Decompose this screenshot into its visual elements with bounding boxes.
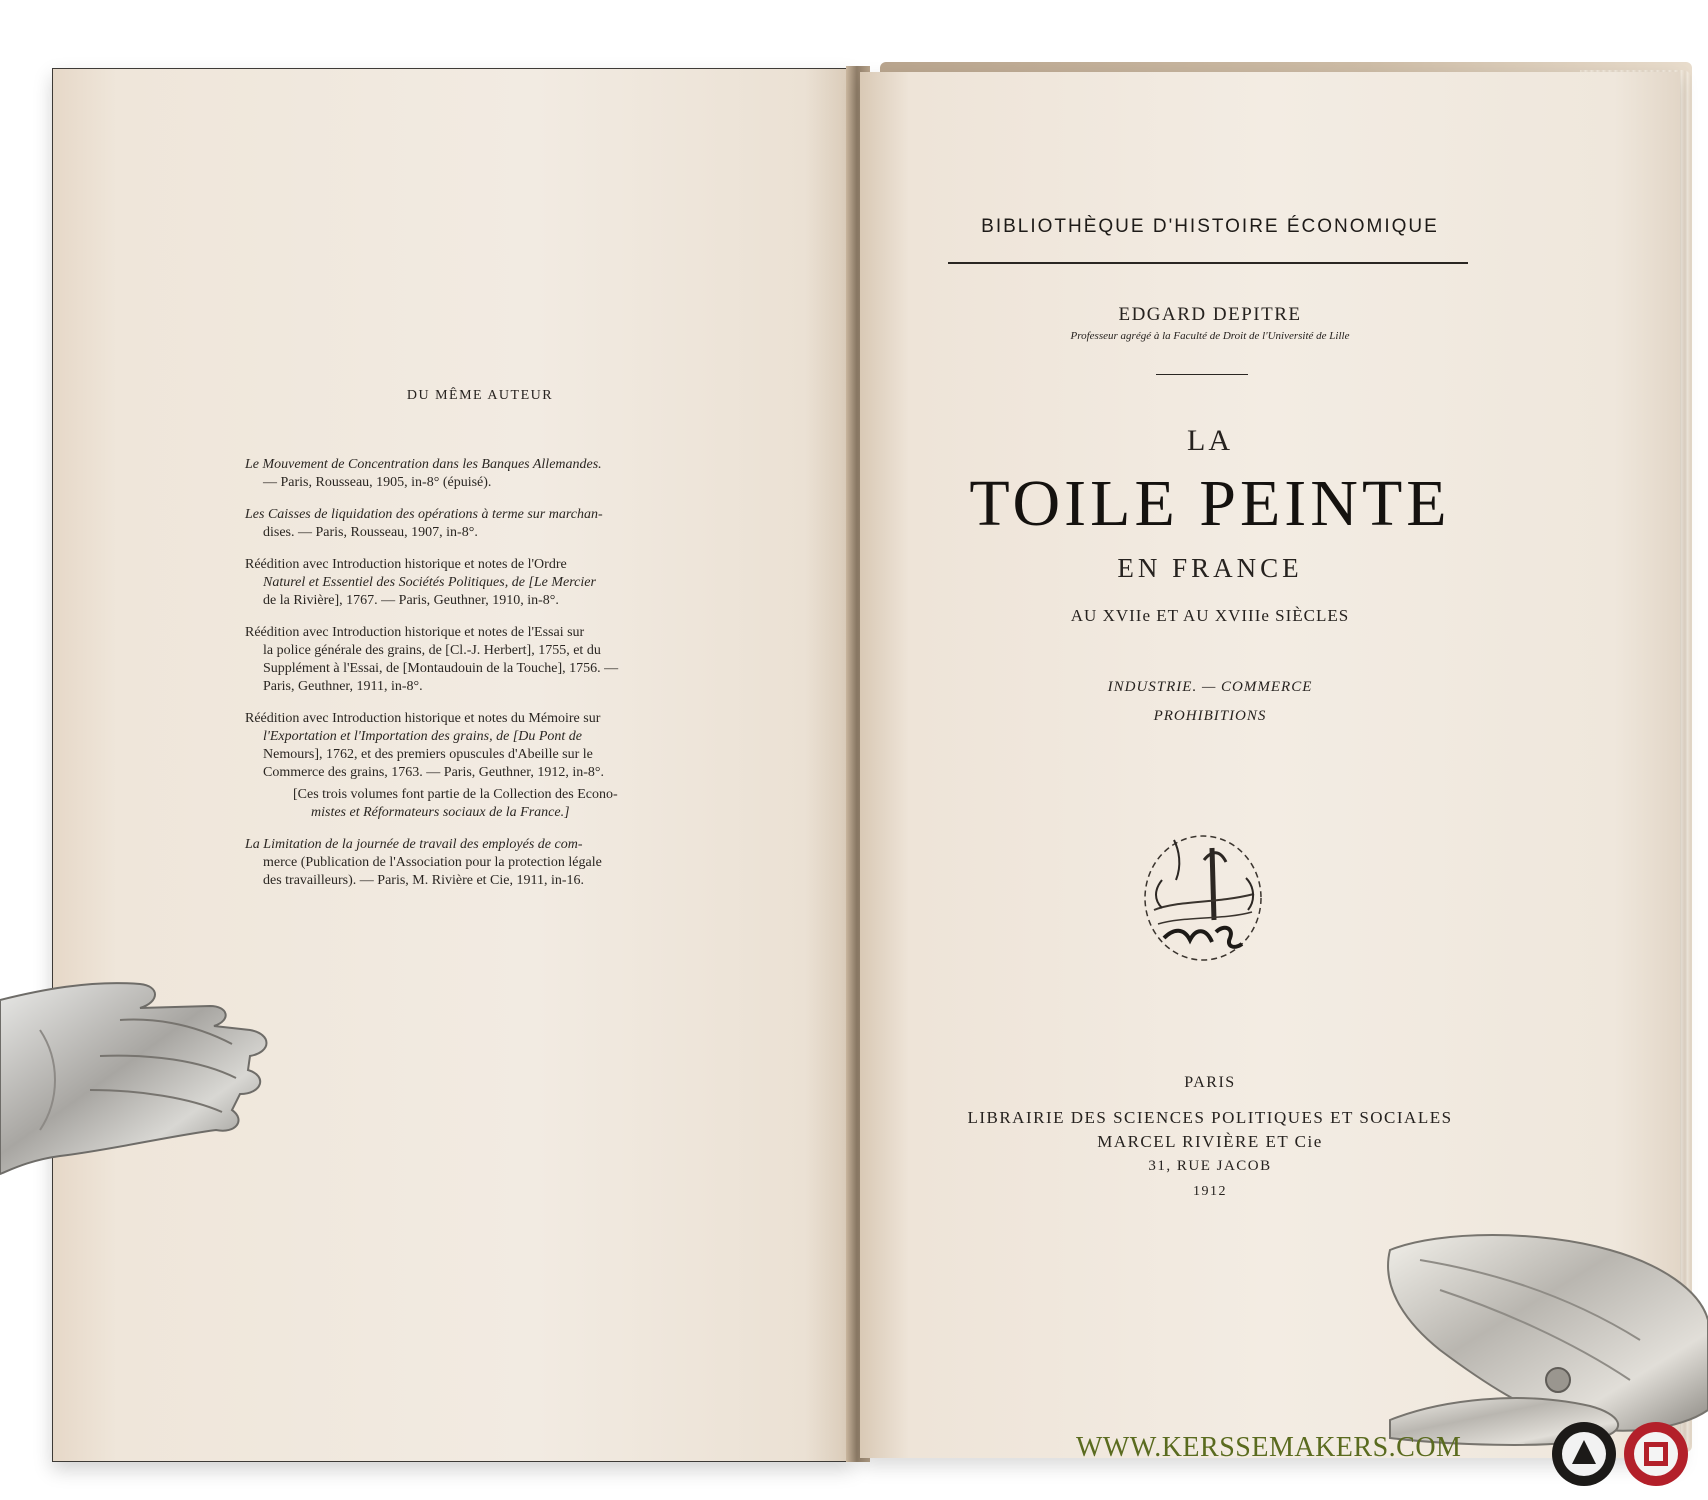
author-name: EDGARD DEPITRE: [1118, 304, 1302, 325]
bib-line: de la Rivière], 1767. — Paris, Geuthner, 1910, in-8°.: [263, 593, 559, 608]
watermark-text: WWW.KERSSEMAKERS.COM: [1076, 1432, 1462, 1463]
publisher-address: 31, RUE JACOB: [1148, 1158, 1272, 1174]
bib-line: merce (Publication de l'Association pour la protection légale: [263, 855, 602, 870]
bib-line: La Limitation de la journée de travail des employés de com-: [245, 837, 583, 852]
left-page-heading: DU MÊME AUTEUR: [406, 388, 554, 403]
publisher-city: PARIS: [1184, 1074, 1236, 1091]
bib-line: — Paris, Rousseau, 1905, in-8° (épuisé).: [263, 475, 492, 490]
divider-rule: [1156, 374, 1248, 375]
series-rule: [948, 262, 1468, 264]
bibliography-entry: [245, 836, 730, 890]
bibliography-entry: [245, 710, 730, 782]
book-centuries: AU XVIIe ET AU XVIIIe SIÈCLES: [1070, 606, 1350, 625]
bib-line: Nemours], 1762, et des premiers opuscules d'Abeille sur le: [263, 747, 593, 762]
bib-line: [Ces trois volumes font partie de la Collection des Econo-: [293, 787, 618, 802]
silver-hand-holder: [0, 960, 285, 1200]
bib-line: la police générale des grains, de [Cl.-J. Herbert], 1755, et du: [263, 643, 601, 658]
association-logos-icon: [1548, 1418, 1698, 1490]
bib-line: Le Mouvement de Concentration dans les Banques Allemandes.: [245, 457, 602, 472]
bibliography-entry: [245, 624, 730, 696]
bibliography-entry: [245, 506, 730, 542]
bib-line: Naturel et Essentiel des Sociétés Politiques, de [Le Mercier: [263, 575, 596, 590]
bibliography-note: [245, 786, 730, 822]
publisher-house: LIBRAIRIE DES SCIENCES POLITIQUES ET SOCIALES: [967, 1108, 1453, 1127]
bib-line: Réédition avec Introduction historique et notes de l'Essai sur: [245, 625, 585, 640]
bib-line: Réédition avec Introduction historique et notes du Mémoire sur: [245, 711, 601, 726]
bibliography-entry: [245, 456, 730, 492]
publication-year: 1912: [1193, 1184, 1227, 1199]
topics-line-1: INDUSTRIE. — COMMERCE: [1107, 679, 1313, 695]
bib-line: Réédition avec Introduction historique et notes de l'Ordre: [245, 557, 567, 572]
bib-line: dises. — Paris, Rousseau, 1907, in-8°.: [263, 525, 478, 540]
publisher-emblem-icon: [1134, 820, 1272, 968]
publisher-firm: MARCEL RIVIÈRE ET Cie: [1097, 1132, 1323, 1151]
bib-line: Supplément à l'Essai, de [Montaudouin de la Touche], 1756. —: [263, 661, 619, 676]
bib-line: l'Exportation et l'Importation des grains, de [Du Pont de: [263, 729, 583, 744]
bib-line: Paris, Geuthner, 1911, in-8°.: [263, 679, 423, 694]
topics-line-2: PROHIBITIONS: [1153, 708, 1267, 724]
author-role: Professeur agrégé à la Faculté de Droit de l'Université de Lille: [1070, 330, 1350, 342]
book-title: TOILE PEINTE: [969, 467, 1451, 540]
bib-line: Commerce des grains, 1763. — Paris, Geuthner, 1912, in-8°.: [263, 765, 604, 780]
bib-line: Les Caisses de liquidation des opérations à terme sur marchan-: [245, 507, 603, 522]
bib-line: mistes et Réformateurs sociaux de la France.]: [311, 805, 570, 820]
series-title: BIBLIOTHÈQUE D'HISTOIRE ÉCONOMIQUE: [981, 216, 1439, 237]
bibliography-entry: [245, 556, 730, 610]
bib-line: des travailleurs). — Paris, M. Rivière et Cie, 1911, in-16.: [263, 873, 585, 888]
title-article: LA: [1187, 424, 1233, 457]
book-subtitle: EN FRANCE: [1117, 553, 1303, 583]
